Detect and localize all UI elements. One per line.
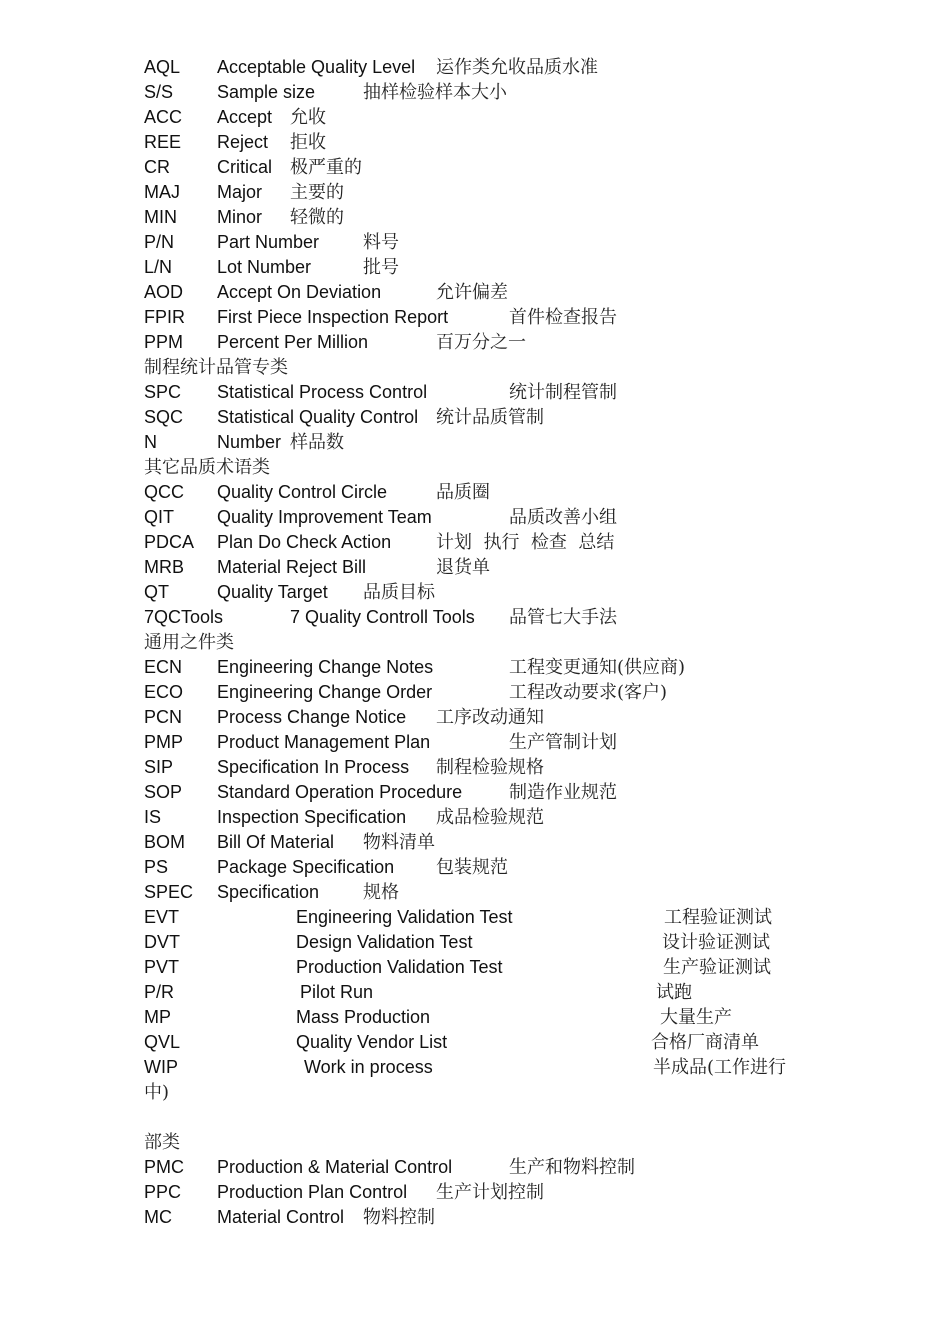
abbreviation: L/N <box>144 257 173 277</box>
chinese-term: 大量生产 <box>660 1007 732 1028</box>
chinese-term: 样品数 <box>290 432 344 453</box>
chinese-term: 主要的 <box>290 182 344 203</box>
english-term: Statistical Quality Control <box>217 407 419 427</box>
english-term: Production Plan Control <box>217 1182 408 1202</box>
english-term: Process Change Notice <box>217 707 407 727</box>
chinese-term: 合格厂商清单 <box>651 1032 759 1053</box>
abbreviation: PPM <box>144 332 184 352</box>
abbreviation: DVT <box>144 932 180 952</box>
chinese-term: 工程改动要求(客户) <box>509 682 668 703</box>
english-term: Engineering Change Notes <box>217 657 434 677</box>
chinese-term: 制程检验规格 <box>436 757 544 778</box>
abbreviation: QT <box>144 582 169 602</box>
chinese-term: 首件检查报告 <box>509 307 617 328</box>
english-term: Work in process <box>304 1057 433 1077</box>
abbreviation: QIT <box>144 507 174 527</box>
english-term: Design Validation Test <box>296 932 473 952</box>
english-term: Acceptable Quality Level <box>217 57 416 77</box>
english-term: Bill Of Material <box>217 832 335 852</box>
chinese-term: 制造作业规范 <box>509 782 617 803</box>
english-term: Mass Production <box>296 1007 431 1027</box>
abbreviation: CR <box>144 157 170 177</box>
english-term: Inspection Specification <box>217 807 407 827</box>
chinese-term: 统计制程管制 <box>509 382 617 403</box>
abbreviation: ECO <box>144 682 184 702</box>
english-term: 7 Quality Controll Tools <box>290 607 475 627</box>
abbreviation: MIN <box>144 207 177 227</box>
english-term: Quality Control Circle <box>217 482 388 502</box>
abbreviation: P/N <box>144 232 175 252</box>
section-heading-text: 其它品质术语类 <box>144 457 270 478</box>
english-term: Accept <box>217 107 273 127</box>
chinese-term: 工程变更通知(供应商) <box>509 657 686 678</box>
chinese-term: 抽样检验样本大小 <box>363 82 507 103</box>
abbreviation: ECN <box>144 657 183 677</box>
abbreviation: WIP <box>144 1057 178 1077</box>
chinese-term: 计划 执行 检查 总结 <box>436 532 615 553</box>
abbreviation: PCN <box>144 707 183 727</box>
english-term: Standard Operation Procedure <box>217 782 463 802</box>
english-term: Minor <box>217 207 263 227</box>
chinese-term: 品质改善小组 <box>509 507 617 528</box>
english-term: Specification <box>217 882 320 902</box>
chinese-term: 允收 <box>290 107 326 128</box>
english-term: Material Control <box>217 1207 345 1227</box>
chinese-term: 生产验证测试 <box>663 957 771 978</box>
chinese-term: 生产管制计划 <box>509 732 617 753</box>
english-term: Quality Vendor List <box>296 1032 448 1052</box>
chinese-term: 运作类允收品质水准 <box>436 57 598 78</box>
chinese-term: 极严重的 <box>290 157 362 178</box>
abbreviation: EVT <box>144 907 180 927</box>
english-term: Pilot Run <box>300 982 374 1002</box>
english-term: Plan Do Check Action <box>217 532 392 552</box>
abbreviation: P/R <box>144 982 175 1002</box>
chinese-term: 统计品质管制 <box>436 407 544 428</box>
abbreviation: REE <box>144 132 182 152</box>
abbreviation: ACC <box>144 107 183 127</box>
section-heading-text: 制程统计品管专类 <box>144 357 288 378</box>
abbreviation: 7QCTools <box>144 607 224 627</box>
abbreviation: SQC <box>144 407 184 427</box>
english-term: Quality Target <box>217 582 328 602</box>
chinese-term: 物料清单 <box>363 832 435 853</box>
chinese-term: 允许偏差 <box>436 282 508 303</box>
abbreviation: S/S <box>144 82 174 102</box>
chinese-term: 百万分之一 <box>436 332 526 353</box>
chinese-term: 生产和物料控制 <box>509 1157 635 1178</box>
abbreviation: QVL <box>144 1032 181 1052</box>
chinese-term: 品质圈 <box>436 482 490 503</box>
wrapped-text-continuation: 中) <box>144 1082 170 1103</box>
english-term: Package Specification <box>217 857 395 877</box>
chinese-term: 半成品(工作进行 <box>653 1057 787 1078</box>
english-term: Accept On Deviation <box>217 282 382 302</box>
chinese-term: 批号 <box>363 257 399 278</box>
english-term: Sample size <box>217 82 316 102</box>
chinese-term: 料号 <box>363 232 399 253</box>
chinese-term: 轻微的 <box>290 207 344 228</box>
abbreviation: PMC <box>144 1157 184 1177</box>
english-term: Product Management Plan <box>217 732 431 752</box>
chinese-term: 物料控制 <box>363 1207 435 1228</box>
english-term: Engineering Validation Test <box>296 907 513 927</box>
english-term: Engineering Change Order <box>217 682 433 702</box>
abbreviation: SOP <box>144 782 183 802</box>
english-term: Percent Per Million <box>217 332 369 352</box>
chinese-term: 品质目标 <box>363 582 435 603</box>
english-term: Critical <box>217 157 273 177</box>
chinese-term: 工程验证测试 <box>664 907 772 928</box>
abbreviation: MC <box>144 1207 172 1227</box>
chinese-term: 成品检验规范 <box>436 807 544 828</box>
abbreviation: QCC <box>144 482 184 502</box>
english-term: Material Reject Bill <box>217 557 367 577</box>
chinese-term: 包装规范 <box>436 857 508 878</box>
abbreviation: AQL <box>144 57 181 77</box>
english-term: Number <box>217 432 282 452</box>
abbreviation: FPIR <box>144 307 186 327</box>
section-heading-text: 通用之件类 <box>144 632 234 653</box>
section-heading-text: 部类 <box>144 1132 180 1153</box>
abbreviation: MAJ <box>144 182 180 202</box>
chinese-term: 工序改动通知 <box>436 707 544 728</box>
english-term: Quality Improvement Team <box>217 507 432 527</box>
abbreviation: PDCA <box>144 532 195 552</box>
abbreviation: MRB <box>144 557 184 577</box>
chinese-term: 品管七大手法 <box>509 607 617 628</box>
abbreviation: BOM <box>144 832 186 852</box>
english-term: Part Number <box>217 232 320 252</box>
english-term: Statistical Process Control <box>217 382 428 402</box>
abbreviation: PS <box>144 857 169 877</box>
english-term: Production & Material Control <box>217 1157 453 1177</box>
abbreviation: PMP <box>144 732 184 752</box>
abbreviation: SPEC <box>144 882 194 902</box>
abbreviation: PVT <box>144 957 180 977</box>
abbreviation: SIP <box>144 757 174 777</box>
chinese-term: 试跑 <box>656 982 692 1003</box>
chinese-term: 生产计划控制 <box>436 1182 544 1203</box>
abbreviation: AOD <box>144 282 184 302</box>
english-term: Reject <box>217 132 269 152</box>
abbreviation: PPC <box>144 1182 182 1202</box>
english-term: Major <box>217 182 263 202</box>
english-term: Specification In Process <box>217 757 410 777</box>
abbreviation: MP <box>144 1007 171 1027</box>
chinese-term: 设计验证测试 <box>662 932 770 953</box>
english-term: First Piece Inspection Report <box>217 307 449 327</box>
chinese-term: 规格 <box>363 882 399 903</box>
chinese-term: 退货单 <box>436 557 490 578</box>
abbreviation: IS <box>144 807 162 827</box>
english-term: Lot Number <box>217 257 312 277</box>
chinese-term: 拒收 <box>290 132 326 153</box>
abbreviation: N <box>144 432 157 452</box>
abbreviation: SPC <box>144 382 182 402</box>
english-term: Production Validation Test <box>296 957 503 977</box>
